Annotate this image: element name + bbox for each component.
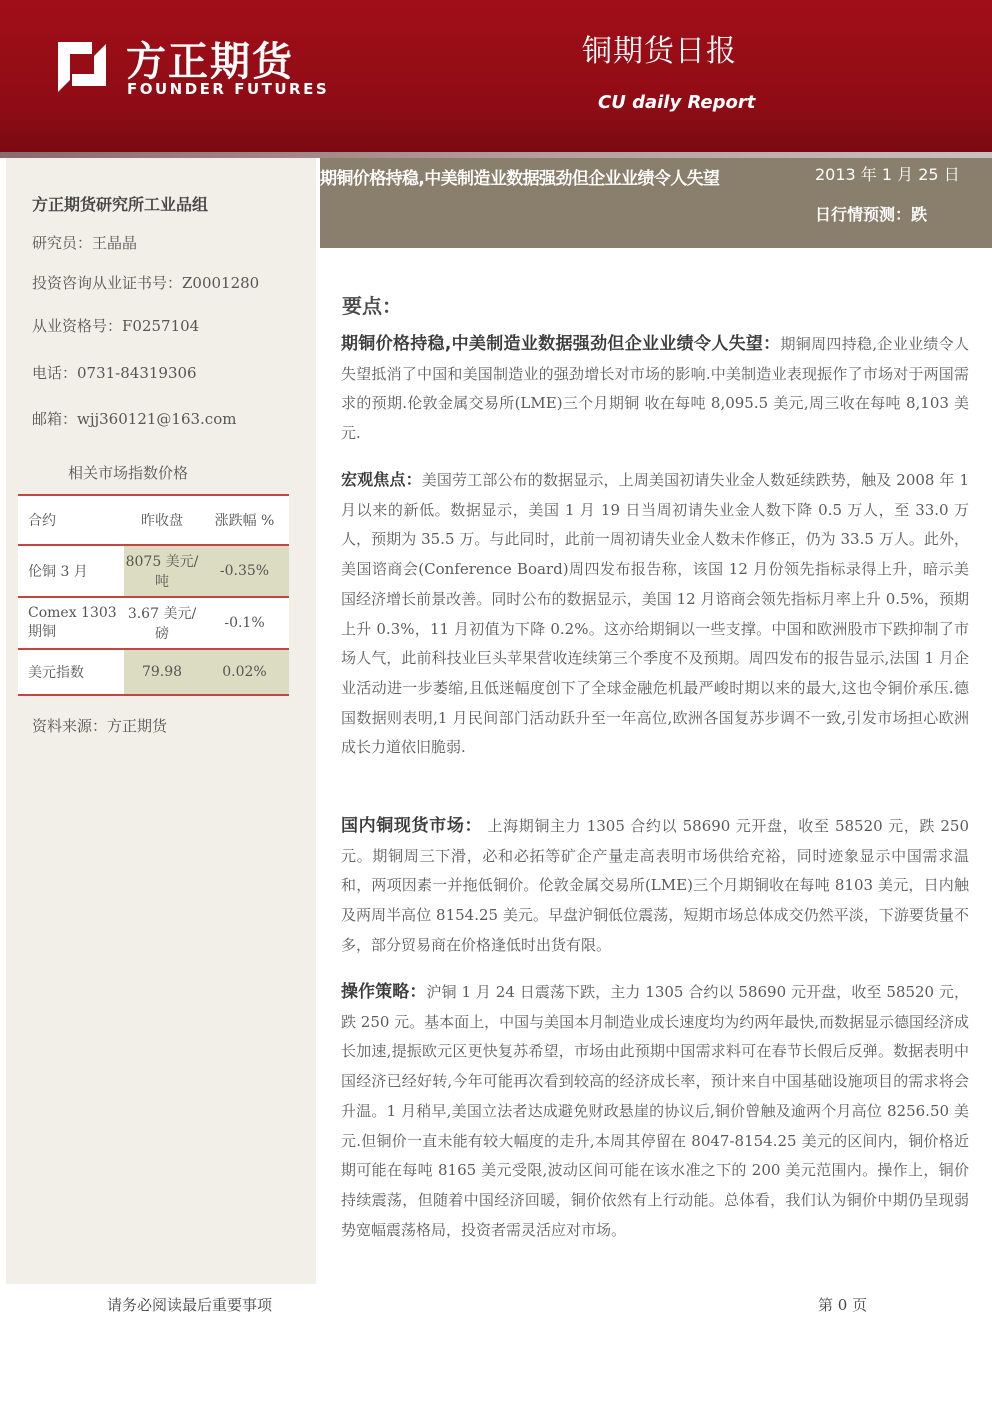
market-index-table xyxy=(18,494,289,696)
daily-forecast: 日行情预测：跌 xyxy=(815,205,928,224)
section-lead: 国内铜现货市场： xyxy=(341,816,483,836)
column-header: 合约 xyxy=(18,495,124,545)
contract-name: Comex 1303 期铜 xyxy=(18,597,124,649)
section-macro xyxy=(341,465,969,763)
contract-name: 伦铜 3 月 xyxy=(18,545,124,597)
section-lead: 宏观焦点： xyxy=(341,470,422,489)
table-header-row xyxy=(18,495,289,545)
report-title: 铜期货日报 xyxy=(582,34,737,69)
key-points-heading: 要点： xyxy=(342,294,402,318)
headline-title: 期铜价格持稳,中美制造业数据强劲但企业业绩令人失望 xyxy=(320,169,720,189)
section-summary xyxy=(341,330,969,449)
section-domestic-market xyxy=(341,812,969,961)
footer-notice: 请务必阅读最后重要事项 xyxy=(107,1296,273,1314)
table-row xyxy=(18,597,289,649)
section-lead: 期铜价格持稳,中美制造业数据强劲但企业业绩令人失望： xyxy=(341,334,781,354)
table-row xyxy=(18,545,289,597)
section-body: 美国劳工部公布的数据显示，上周美国初请失业金人数延续跌势，触及 2008 年 1 月以来的新低。数据显示，美国 1 月 19 日当周初请失业金人数下降 0.5 万人，至 33.0 万人，预期为 35.5 万。与此同时，此前一周初请失业金人数未作修正，仍为 33.5 万人。此外，美国谘商会(Conference Board)周四发布报告称，该国 12 月份领先指标录得上升，暗示美国经济增长前景改善。同时公布的数据显示，美国 12 月谘商会领先指标月率上升 0.5%，预期上升 0.3%，11 月初值为下降 0.2%。这亦给期铜以一些支撑。中国和欧洲股市下跌抑制了市场人气，此前科技业巨头苹果营收连续第三个季度不及预期。周四发布的报告显示,法国 1 月企业活动进一步萎缩,且低迷幅度创下了全球金融危机最严峻时期以来的最大,这也令铜价承压.德国数据则表明,1 月民间部门活动跃升至一年高位,欧洲各国复苏步调不一致,引发市场担心欧洲成长力道依旧脆弱. xyxy=(341,471,969,757)
column-header: 昨收盘 xyxy=(124,495,200,545)
contract-name: 美元指数 xyxy=(18,649,124,695)
change-percent: -0.35% xyxy=(200,545,289,597)
section-lead: 操作策略： xyxy=(341,982,427,1002)
section-body: 期铜周四持稳,企业业绩令人失望抵消了中国和美国制造业的强劲增长对市场的影响.中美制造业表现振作了市场对于两国需求的预期.伦敦金属交易所(LME)三个月期铜 收在每吨 8,095.5 美元,周三收在每吨 8,103 美元. xyxy=(341,335,969,443)
report-header xyxy=(0,0,992,152)
table-row xyxy=(18,649,289,695)
contact-phone: 电话：0731-84319306 xyxy=(32,364,197,382)
logo-english-name: FOUNDER FUTURES xyxy=(127,80,330,98)
previous-close: 8075 美元/吨 xyxy=(124,545,200,597)
market-index-title: 相关市场指数价格 xyxy=(68,464,189,482)
previous-close: 3.67 美元/磅 xyxy=(124,597,200,649)
section-body: 上海期铜主力 1305 合约以 58690 元开盘，收至 58520 元，跌 250 元。期铜周三下滑，必和必拓等矿企产量走高表明市场供给充裕，同时迹象显示中国需求温和，两项因素一并拖低铜价。伦敦金属交易所(LME)三个月期铜收在每吨 8103 美元，日内触及两周半高位 8154.25 美元。早盘沪铜低位震荡，短期市场总体成交仍然平淡，下游要货量不多，部分贸易商在价格逢低时出货有限。 xyxy=(341,817,970,954)
report-date: 2013 年 1 月 25 日 xyxy=(815,165,960,184)
contact-email: 邮箱：wjj360121@163.com xyxy=(32,410,237,428)
logo-chinese-name: 方正期货 xyxy=(126,39,294,85)
license-number: 投资咨询从业证书号：Z0001280 xyxy=(32,274,260,292)
report-subtitle: CU daily Report xyxy=(598,92,756,113)
qualification-number: 从业资格号：F0257104 xyxy=(32,317,200,335)
change-percent: 0.02% xyxy=(200,649,289,695)
data-source: 资料来源：方正期货 xyxy=(32,717,168,735)
founder-logo-icon xyxy=(52,34,112,94)
research-group: 方正期货研究所工业品组 xyxy=(32,195,209,214)
page-number: 第 0 页 xyxy=(818,1296,868,1314)
researcher-name: 研究员：王晶晶 xyxy=(32,234,138,252)
previous-close: 79.98 xyxy=(124,649,200,695)
section-strategy xyxy=(341,978,969,1245)
section-body: 沪铜 1 月 24 日震荡下跌，主力 1305 合约以 58690 元开盘，收至 58520 元，跌 250 元。基本面上，中国与美国本月制造业成长速度均为约两年最快,而数据显示德国经济成长加速,提振欧元区更快复苏希望，市场由此预期中国需求料可在春节长假后反弹。数据表明中国经济已经好转,今年可能再次看到较高的经济成长率，预计来自中国基础设施项目的需求将会升温。1 月稍早,美国立法者达成避免财政悬崖的协议后,铜价曾触及逾两个月高位 8256.50 美元.但铜价一直未能有较大幅度的走升,本周其停留在 8047-8154.25 美元的区间内，铜价格近期可能在每吨 8165 美元受限,波动区间可能在该水准之下的 200 美元范围内。操作上，铜价持续震荡，但随着中国经济回暖，铜价依然有上行动能。总体看，我们认为铜价中期仍呈现弱势宽幅震荡格局，投资者需灵活应对市场。 xyxy=(341,983,970,1239)
change-percent: -0.1% xyxy=(200,597,289,649)
column-header: 涨跌幅 % xyxy=(200,495,289,545)
